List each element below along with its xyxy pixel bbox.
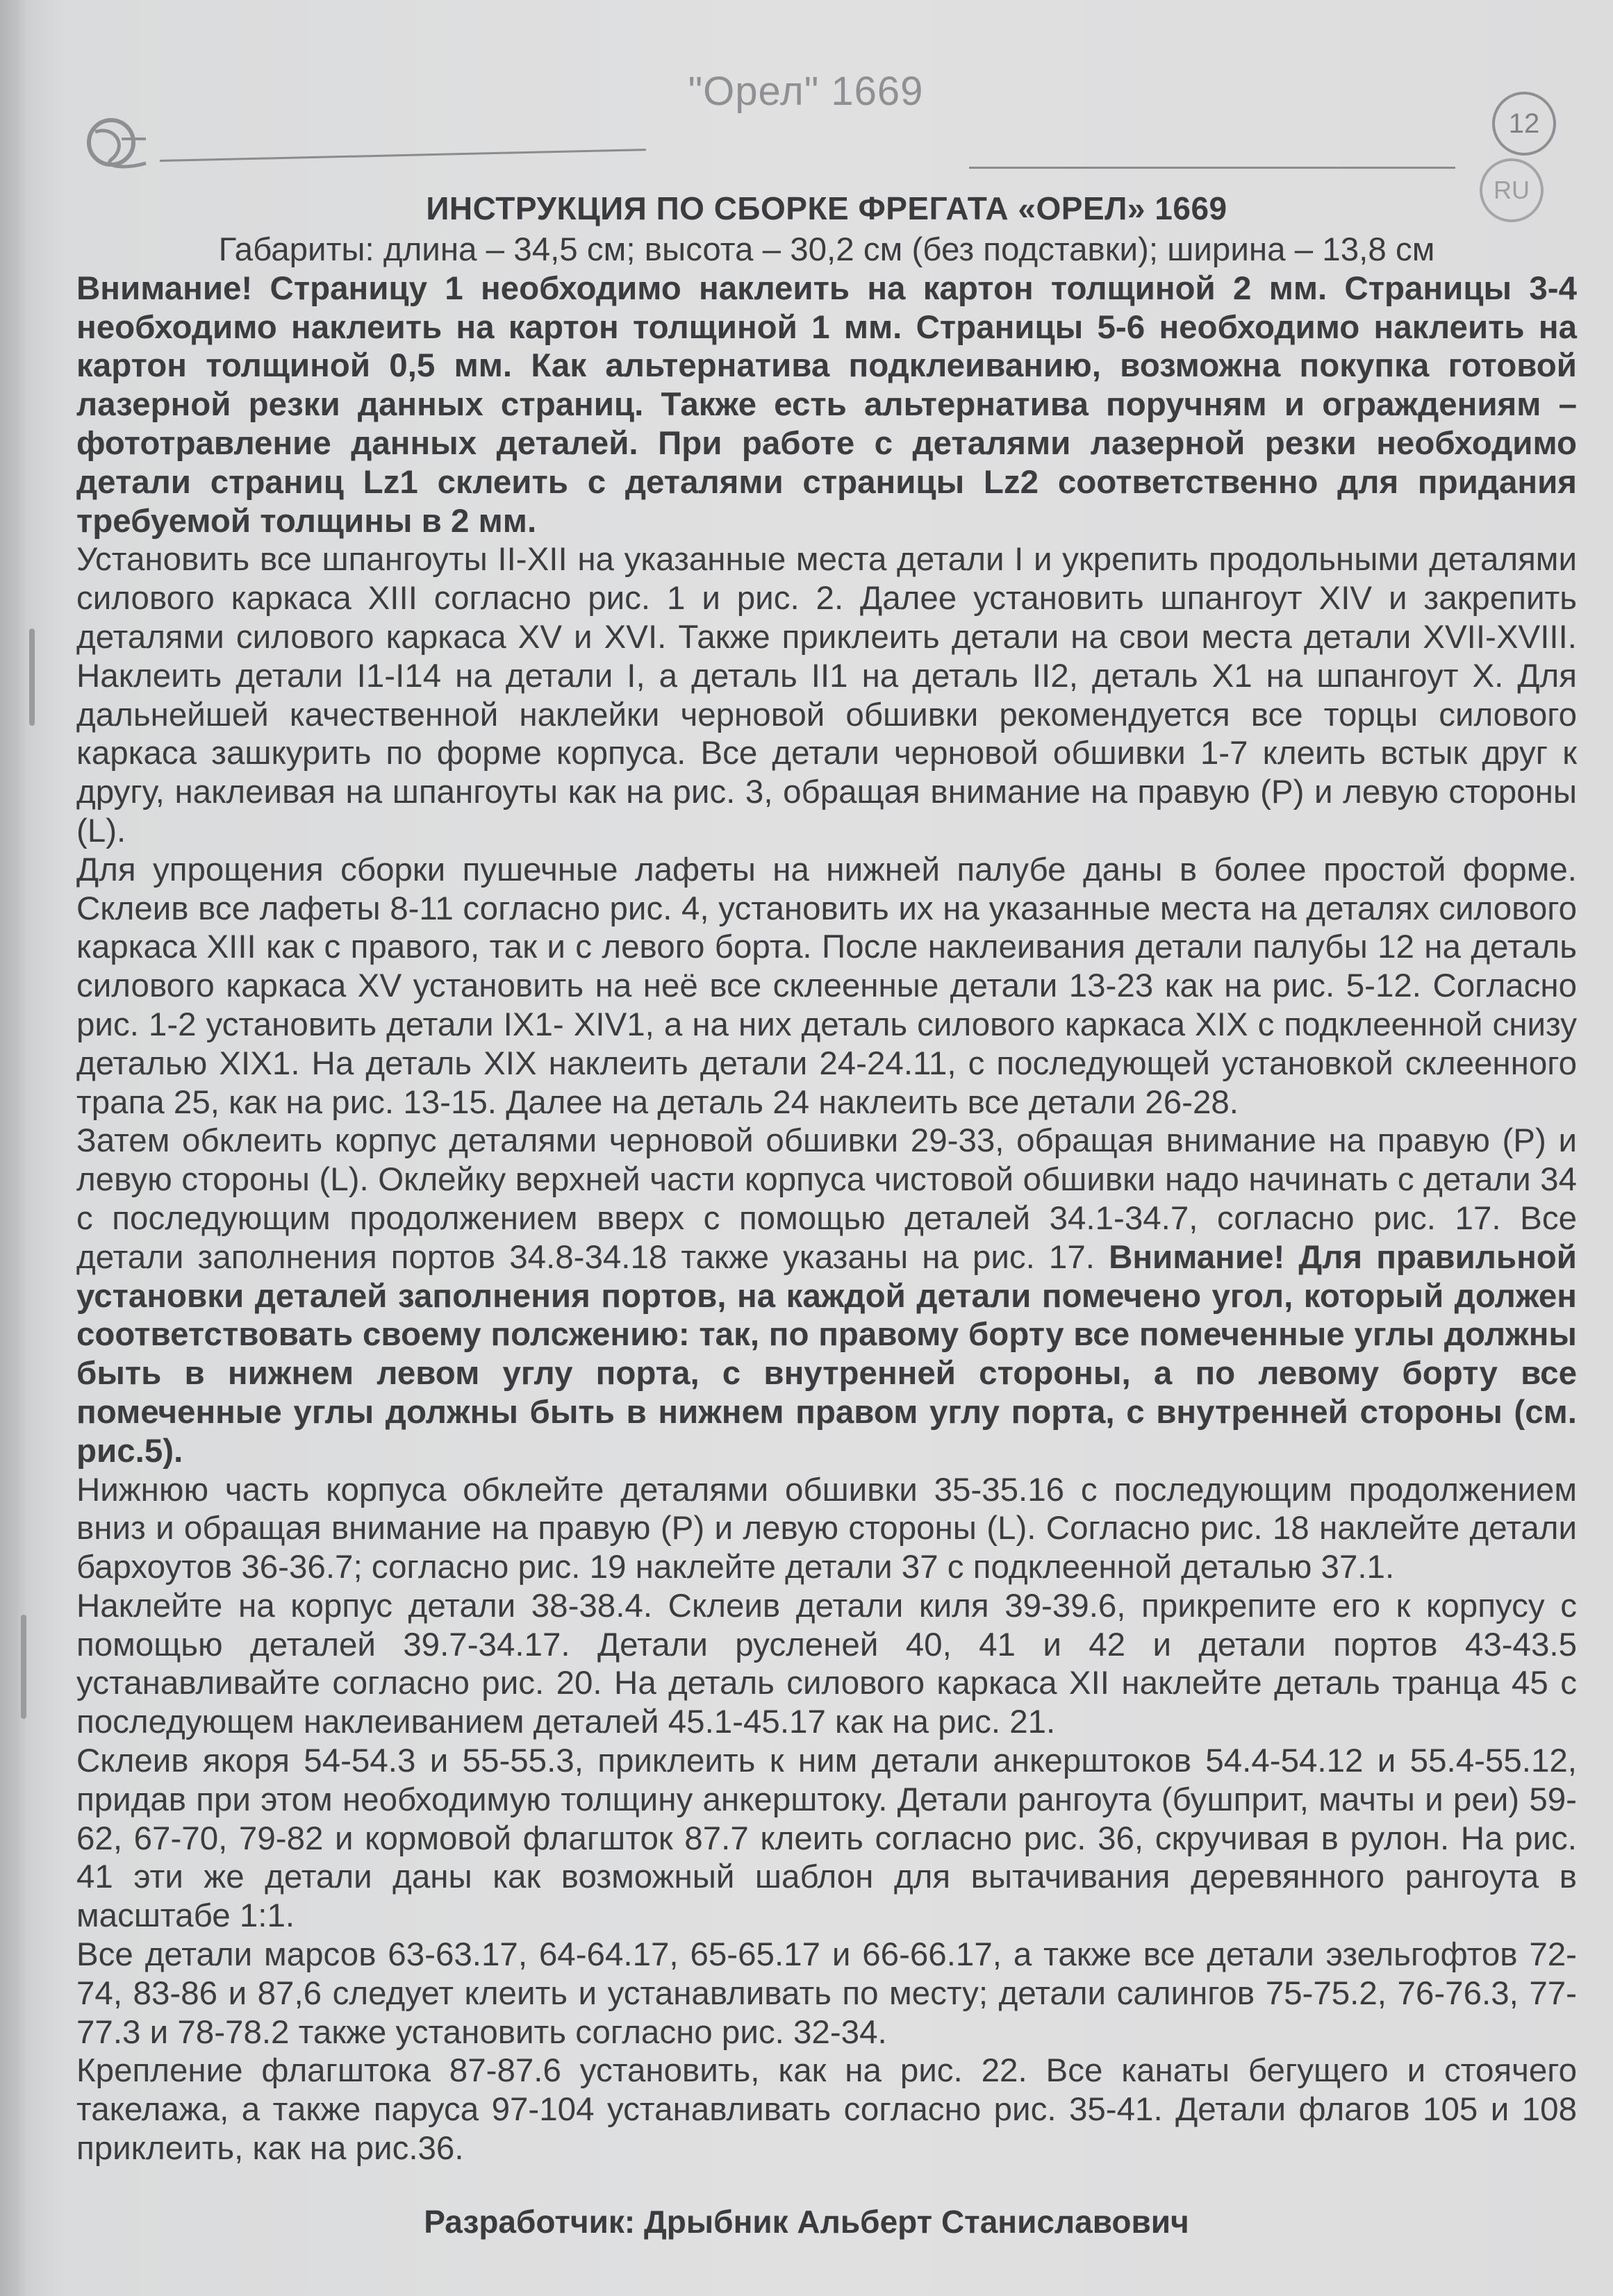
binding-shadow — [0, 0, 28, 2296]
paragraph-anchors: Склеив якоря 54-54.3 и 55-55.3, приклеить к ним детали анкерштоков 54.4-54.12 и 55.4-55.12, придав при этом необходимую толщину анкерштоку. Детали рангоута (бушприт, мачты и реи) 59-62, 67-70, 79-82 и кормовой флагшток 87.7 клеить согласно рис. 36, скручивая в рулон. На рис. 41 эти же детали даны как возможный шаблон для вытачивания деревянного рангоута в масштабе 1:1. — [76, 1742, 1577, 1935]
paragraph-rigging: Крепление флагштока 87-87.6 установить, как на рис. 22. Все канаты бегущего и стоячего такелажа, а также паруса 97-104 устанавливать согласно рис. 35-41. Детали флагов 105 и 108 приклеить, как на рис.36. — [76, 2052, 1577, 2168]
author-credit: Разработчик: Дрыбник Альберт Станиславович — [424, 2204, 1189, 2240]
paragraph-ports-warning: Внимание! Для правильной установки деталей заполнения портов, на каждой детали помечено угол, который должен соответствовать своему полсжению: так, по правому борту все помеченные углы должны быть в нижнем левом углу порта, с внутренней стороны, а по левому борту все помеченные углы должны быть в нижнем правом углу порта, с внутренней стороны (см. рис.5). — [76, 1238, 1578, 1470]
header-title: "Орел" 1669 — [688, 69, 924, 114]
paragraph-lower-hull: Нижнюю часть корпуса обклейте деталями обшивки 35-35.16 с последующим продолжением вниз и обращая внимание на правую (P) и левую стороны (L). Согласно рис. 18 наклейте детали бархоутов 36-36.7; согласно рис. 19 наклейте детали 37 с подклеенной деталью 37.1. — [76, 1471, 1577, 1586]
binding-hole — [29, 629, 35, 726]
language-badge: RU — [1480, 158, 1544, 222]
paragraph-planking-text: Затем обклеить корпус деталями черновой обшивки 29-33, обращая внимание на правую (P) и левую стороны (L). Оклейку верхней части корпуса чистовой обшивки надо начинать с детали 34 с последующим продолжением вверх с помощью деталей 34.1-34.7, согласно рис. 17. Все детали заполнения портов 34.8-34.18 также указаны на рис. 17. — [76, 1122, 1577, 1276]
header-rule-left — [160, 149, 646, 162]
paragraph-guns: Для упрощения сборки пушечные лафеты на нижней палубе даны в более простой форме. Склеив все лафеты 8-11 согласно рис. 4, установить их на указанные места на деталях силового каркаса XIII как с правого, так и с левого борта. После наклеивания детали палубы 12 на деталь силового каркаса XV установить на неё все склеенные детали 13-23 как на рис. 5-12. Согласно рис. 1-2 установить детали IX1- XIV1, а на них деталь силового каркаса XIX с подклеенной снизу деталью XIX1. На деталь XIX наклеить детали 24-24.11, с последующей установкой склеенного трапа 25, как на рис. 13-15. Далее на деталь 24 наклеить все детали 26-28. — [76, 851, 1577, 1121]
page-header — [0, 63, 1613, 167]
dimensions-line: Габариты: длина – 34,5 см; высота – 30,2 см (без подставки); ширина – 13,8 см — [218, 231, 1435, 268]
page-number-badge: 12 — [1492, 92, 1556, 156]
publisher-logo-icon — [80, 104, 156, 181]
binding-hole — [21, 1615, 26, 1719]
header-rule-right — [969, 167, 1455, 169]
paragraph-frame: Установить все шпангоуты II-XII на указанные места детали I и укрепить продольными деталями силового каркаса XIII согласно рис. 1 и рис. 2. Далее установить шпангоут XIV и закрепить деталями силового каркаса XV и XVI. Также приклеить детали на свои места детали XVII-XVIII. Наклеить детали I1-I14 на детали I, а деталь II1 на деталь II2, деталь X1 на шпангоут X. Для дальнейшей качественной наклейки черновой обшивки рекомендуется все торцы силового каркаса зашкурить по форме корпуса. Все детали черновой обшивки 1-7 клеить встык друг к другу, наклеивая на шпангоуты как на рис. 3, обращая внимание на правую (P) и левую стороны (L). — [76, 541, 1577, 849]
instruction-body — [76, 188, 1577, 2168]
paragraph-planking — [76, 1122, 1577, 1470]
paragraph-warning: Внимание! Страницу 1 необходимо наклеить на картон толщиной 2 мм. Страницы 3-4 необходимо наклеить на картон толщиной 1 мм. Страницы 5-6 необходимо наклеить на картон толщиной 0,5 мм. Как альтернатива подклеиванию, возможна покупка готовой лазерной резки данных страниц. Также есть альтернатива поручням и ограждениям – фототравление данных деталей. При работе с деталями лазерной резки необходимо детали страниц Lz1 склеить с деталями страницы Lz2 соответственно для придания требуемой толщины в 2 мм. — [76, 269, 1577, 540]
paragraph-tops: Все детали марсов 63-63.17, 64-64.17, 65-65.17 и 66-66.17, а также все детали эзельгофтов 72-74, 83-86 и 87,6 следует клеить и устанавливать по месту; детали салингов 75-75.2, 76-76.3, 77-77.3 и 78-78.2 также установить согласно рис. 32-34. — [76, 1936, 1577, 2051]
paragraph-keel: Наклейте на корпус детали 38-38.4. Склеив детали киля 39-39.6, прикрепите его к корпусу с помощью деталей 39.7-34.17. Детали русленей 40, 41 и 42 и детали портов 43-43.5 устанавливайте согласно рис. 20. На деталь силового каркаса XII наклейте деталь транца 45 с последующем наклеиванием деталей 45.1-45.17 как на рис. 21. — [76, 1587, 1577, 1741]
document-title: ИНСТРУКЦИЯ ПО СБОРКЕ ФРЕГАТА «ОРЕЛ» 1669 — [426, 190, 1227, 226]
